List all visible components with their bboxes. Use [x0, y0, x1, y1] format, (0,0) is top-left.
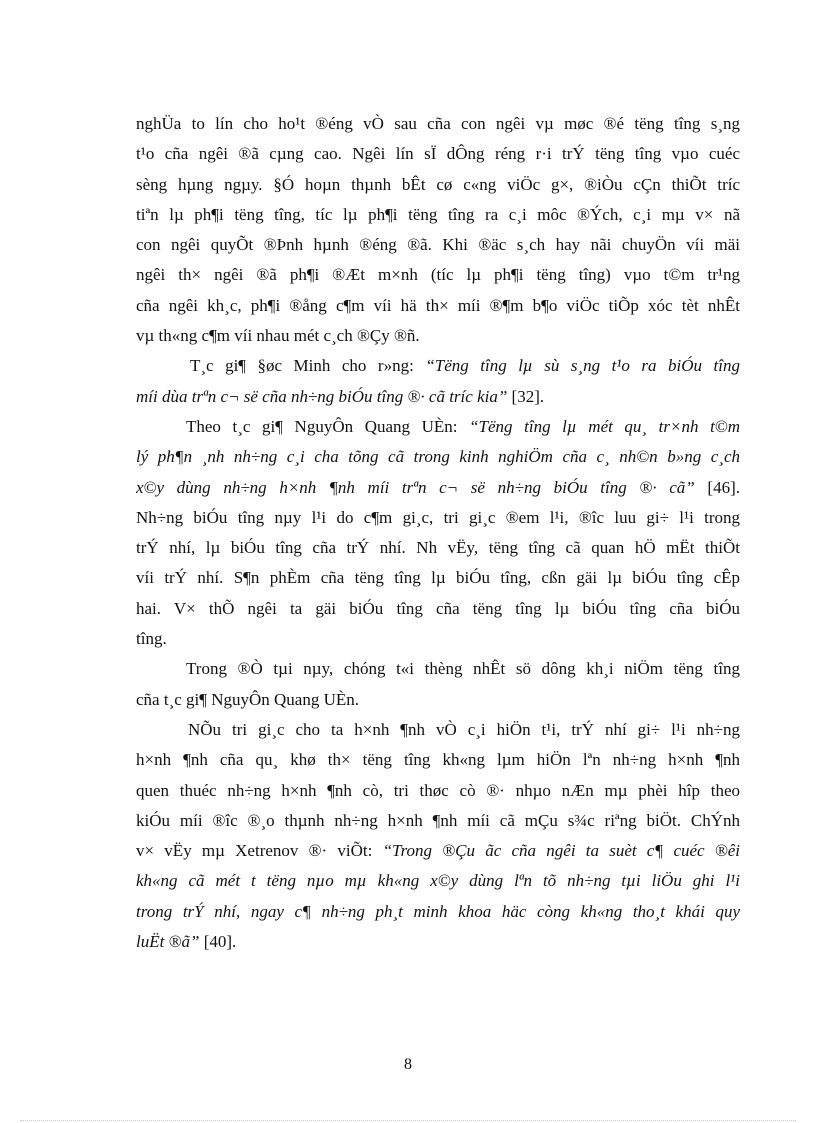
text-line: quen thuéc nh÷ng h×nh ¶nh cò, tri thøc cò ®· nhµo nÆn mµ phèi hîp theo — [136, 780, 740, 800]
text-line: v× vËy mµ Xetrenov ®· viÕt: “Trong ®Çu ãc cña ngêi ta suèt c¶ cuéc ®êi — [136, 841, 740, 861]
text-line: víi trÝ nhí. S¶n phÈm cña tëng tîng lµ biÓu tîng, cßn gäi lµ biÓu tîng cÊp — [136, 568, 740, 588]
text-line: kh«ng cã mét t tëng nµo mµ kh«ng x©y dùng lªn tõ nh÷ng tµi liÖu ghi l¹i — [136, 871, 740, 891]
text-line: trÝ nhí, lµ biÓu tîng cña trÝ nhí. Nh vËy, tëng tîng cã quan hÖ mËt thiÕt — [136, 538, 740, 558]
text-line: tîng. — [136, 629, 167, 649]
text-line: vµ th«ng c¶m víi nhau mét c¸ch ®Çy ®ñ. — [136, 326, 420, 346]
text-line: luËt ®ã” [40]. — [136, 932, 237, 952]
text-line: hai. V× thÕ ngêi ta gäi biÓu tîng cña tëng tîng lµ biÓu tîng cña biÓu — [136, 598, 740, 618]
text-line: cña ngêi kh¸c, ph¶i ®ång c¶m víi hä th× míi ®¶m b¶o viÖc tiÕp xóc tèt nhÊt — [136, 295, 740, 315]
text-line: nghÜa to lín cho ho¹t ®éng vÒ sau cña con ngêi vµ møc ®é tëng tîng s¸ng — [136, 114, 740, 133]
page-number: 8 — [404, 1056, 412, 1073]
text-line: míi dùa trªn c¬ së cña nh÷ng biÓu tîng ®· cã tríc kia” [32]. — [136, 386, 545, 406]
text-line: lý ph¶n ¸nh nh÷ng c¸i cha tõng cã trong kinh nghiÖm cña c¸ nh©n b»ng c¸ch — [136, 447, 740, 467]
text-line: T¸c gi¶ §øc Minh cho r»ng: “Tëng tîng lµ sù s¸ng t¹o ra biÓu tîng — [190, 356, 740, 376]
text-line: tiªn lµ ph¶i tëng tîng, tíc lµ ph¶i tëng tîng ra c¸i môc ®Ých, c¸i mµ v× nã — [136, 204, 740, 224]
body-text — [136, 109, 740, 957]
text-line: cña t¸c gi¶ NguyÔn Quang UÈn. — [136, 689, 359, 709]
text-line: ngêi th× ngêi ®ã ph¶i ®Æt m×nh (tíc lµ ph¶i tëng tîng) vµo t©m tr¹ng — [136, 265, 740, 285]
text-line: h×nh ¶nh cña qu¸ khø th× tëng tîng kh«ng lµm hiÖn lªn nh÷ng h×nh ¶nh — [136, 750, 740, 770]
text-line: trong trÝ nhí, ngay c¶ nh÷ng ph¸t minh khoa häc còng kh«ng tho¸t khái quy — [136, 901, 740, 921]
text-line: t¹o cña ngêi ®ã cµng cao. Ngêi lín sÏ dÔng réng r·i trÝ tëng tîng vµo cuéc — [136, 144, 740, 164]
text-line: Theo t¸c gi¶ NguyÔn Quang UÈn: “Tëng tîng lµ mét qu¸ tr×nh t©m — [186, 416, 740, 436]
page-bottom-border — [20, 1120, 796, 1121]
text-line: con ngêi quyÕt ®Þnh hµnh ®éng ®ã. Khi ®äc s¸ch hay nãi chuyÖn víi mäi — [136, 235, 740, 255]
text-line: sèng hµng ngµy. §Ó hoµn thµnh bÊt cø c«ng viÖc g×, ®iÒu cÇn thiÕt tríc — [136, 174, 740, 194]
text-line: Trong ®Ò tµi nµy, chóng t«i thèng nhÊt sö dông kh¸i niÖm tëng tîng — [186, 659, 740, 679]
text-line: kiÓu míi ®îc ®¸o thµnh nh÷ng h×nh ¶nh míi cã mÇu s¾c riªng biÖt. ChÝnh — [136, 810, 740, 830]
text-line: Nh÷ng biÓu tîng nµy l¹i do c¶m gi¸c, tri gi¸c ®em l¹i, ®îc luu gi÷ l¹i trong — [136, 507, 740, 527]
text-line: NÕu tri gi¸c cho ta h×nh ¶nh vÒ c¸i hiÖn t¹i, trÝ nhí gi÷ l¹i nh÷ng — [188, 719, 740, 739]
text-line: x©y dùng nh÷ng h×nh ¶nh míi trªn c¬ së nh÷ng biÓu tîng ®· cã” [46]. — [136, 477, 740, 497]
